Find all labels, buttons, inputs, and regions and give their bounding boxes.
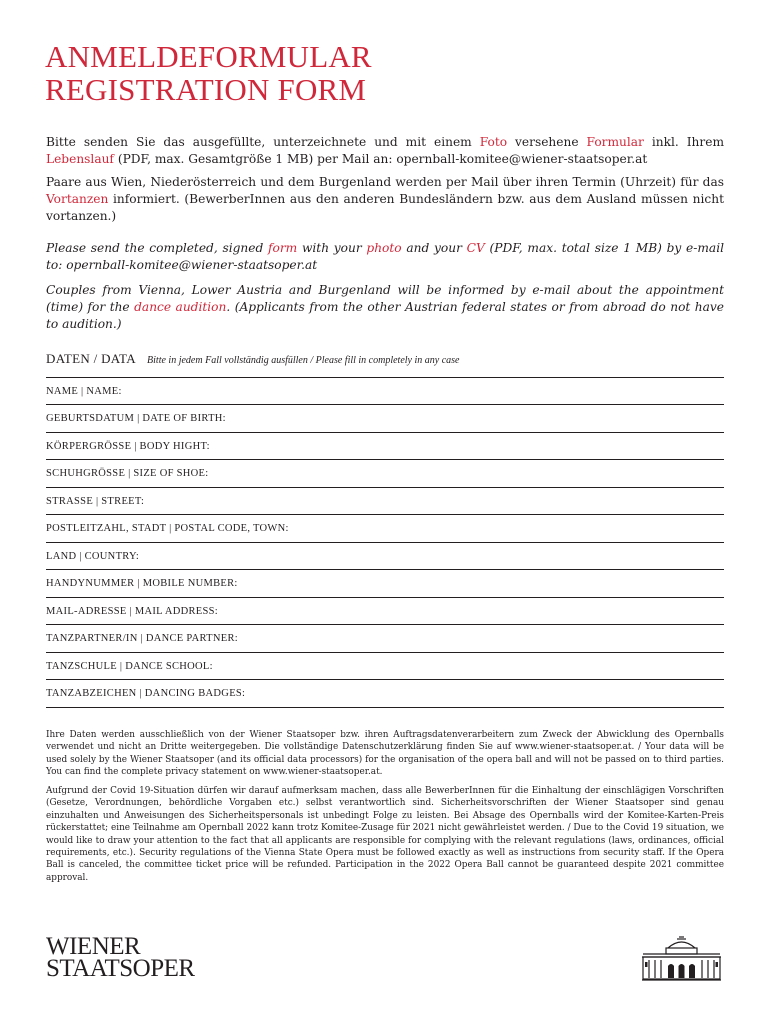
field-line-name[interactable]: [46, 404, 724, 405]
field-label-mobile-number: HANDYNUMMER | MOBILE NUMBER:: [46, 578, 238, 589]
logo-line-2: STAATSOPER: [46, 955, 195, 982]
opera-house-icon: [641, 934, 722, 982]
field-label-postal-code-town: POSTLEITZAHL, STADT | POSTAL CODE, TOWN:: [46, 523, 289, 534]
field-label-street: STRASSE | STREET:: [46, 496, 145, 507]
intro-en-paragraph-1: [46, 240, 724, 274]
field-line-street[interactable]: [46, 514, 724, 515]
title-english: REGISTRATION FORM: [45, 72, 367, 107]
text: Couples from Vienna, Lower Austria and Burgenland will be informed by e-mail about the appointment (time) for the: [46, 283, 724, 314]
field-line-postal-code-town[interactable]: [46, 542, 724, 543]
text: versehene: [507, 135, 587, 149]
text: (PDF, max. total size 1 MB) by e-mail to: opernball-komitee@wiener-staatsoper.at: [46, 241, 724, 272]
dance-audition-highlight: dance audition: [134, 300, 227, 314]
field-line-dance-school[interactable]: [46, 679, 724, 680]
text: (PDF, max. Gesamtgröße 1 MB) per Mail an: opernball-komitee@wiener-staatsoper.at: [113, 152, 648, 166]
foto-highlight: Foto: [479, 135, 508, 149]
title-german: ANMELDEFORMULAR: [45, 39, 372, 74]
text: Paare aus Wien, Niederösterreich und dem Burgenland werden per Mail über ihren Termin (Uhrzeit) für das: [46, 175, 724, 189]
field-label-dance-school: TANZSCHULE | DANCE SCHOOL:: [46, 661, 213, 672]
text: and your: [401, 241, 467, 255]
field-line-mobile-number[interactable]: [46, 597, 724, 598]
field-label-shoe-size: SCHUHGRÖSSE | SIZE OF SHOE:: [46, 468, 209, 479]
field-line-date-of-birth[interactable]: [46, 432, 724, 433]
field-line-shoe-size[interactable]: [46, 487, 724, 488]
form-title: [45, 40, 372, 106]
field-line-dancing-badges[interactable]: [46, 707, 724, 708]
intro-en-paragraph-2: [46, 282, 724, 333]
logo-line-1: WIENER: [46, 933, 141, 960]
field-label-dance-partner: TANZPARTNER/IN | DANCE PARTNER:: [46, 633, 238, 644]
text: Please send the completed, signed: [46, 241, 268, 255]
privacy-notice: Ihre Daten werden ausschließlich von der Wiener Staatsoper bzw. ihren Auftragsdatenverarbeitern zum Zweck der Abwicklung des Opernballs verwendet und nicht an Dritte weitergegeben. Die vollständige Datenschutzerklärung finden Sie auf www.wiener-staatsoper.at. / Your data will be used solely by the Wiener Staatsoper (and its official data processors) for the organisation of the opera ball and will not be passed on to third parties. You can find the complete privacy statement on www.wiener-staatsoper.at.: [46, 730, 724, 778]
field-label-country: LAND | COUNTRY:: [46, 551, 140, 562]
photo-highlight: photo: [366, 241, 402, 255]
text: inkl. Ihrem: [643, 135, 724, 149]
intro-de-paragraph-2: [46, 174, 724, 225]
data-section-header: [46, 348, 459, 367]
intro-de-paragraph-1: [46, 134, 724, 168]
field-label-mail-address: MAIL-ADRESSE | MAIL ADDRESS:: [46, 606, 219, 617]
formular-highlight: Formular: [586, 135, 644, 149]
text: with your: [297, 241, 367, 255]
cv-highlight: CV: [466, 241, 485, 255]
text: . (Applicants from the other Austrian federal states or from abroad do not have to audition.): [46, 300, 724, 331]
field-line-mail-address[interactable]: [46, 624, 724, 625]
field-line-body-height[interactable]: [46, 459, 724, 460]
field-label-dancing-badges: TANZABZEICHEN | DANCING BADGES:: [46, 688, 246, 699]
field-label-date-of-birth: GEBURTSDATUM | DATE OF BIRTH:: [46, 413, 226, 424]
lebenslauf-highlight: Lebenslauf: [46, 152, 114, 166]
field-label-name: NAME | NAME:: [46, 386, 122, 397]
form-highlight: form: [268, 241, 298, 255]
field-label-body-height: KÖRPERGRÖSSE | BODY HIGHT:: [46, 441, 210, 452]
data-section-hint: Bitte in jedem Fall vollständig ausfüllen / Please fill in completely in any case: [147, 355, 460, 366]
field-line-dance-partner[interactable]: [46, 652, 724, 653]
text: Bitte senden Sie das ausgefüllte, unterzeichnete und mit einem: [46, 135, 480, 149]
text: informiert. (BewerberInnen aus den anderen Bundesländern bzw. aus dem Ausland müssen nicht vortanzen.): [46, 192, 724, 223]
vortanzen-highlight: Vortanzen: [46, 192, 109, 206]
covid-notice: Aufgrund der Covid 19-Situation dürfen wir darauf aufmerksam machen, dass alle BewerberInnen für die Einhaltung der einschlägigen Vorschriften (Gesetze, Verordnungen, behördliche Vorgaben etc.) selbst verantwortlich sind. Sicherheitsvorschriften der Wiener Staatsoper sind genau einzuhalten und Anweisungen des Sicherheitspersonals ist unbedingt Folge zu leisten. Bei Absage des Opernballs wird der Komitee-Karten-Preis rückerstattet; eine Teilnahme am Opernball 2022 kann trotz Komitee-Zusage für 2021 nicht gewährleistet werden. / Due to the Covid 19 situation, we would like to draw your attention to the fact that all applicants are responsible for complying with the relevant regulations (laws, ordinances, official requirements, etc.). Security regulations of the Vienna State Opera must be followed exactly as well as instructions from security staff. If the Opera Ball is canceled, the committee ticket price will be refunded. Participation in the 2022 Opera Ball cannot be guaranteed despite 2021 committee approval.: [46, 786, 724, 883]
wiener-staatsoper-logo: [46, 933, 195, 982]
section-rule: [46, 377, 724, 378]
data-section-heading: DATEN / DATA: [46, 351, 136, 366]
field-line-country[interactable]: [46, 569, 724, 570]
